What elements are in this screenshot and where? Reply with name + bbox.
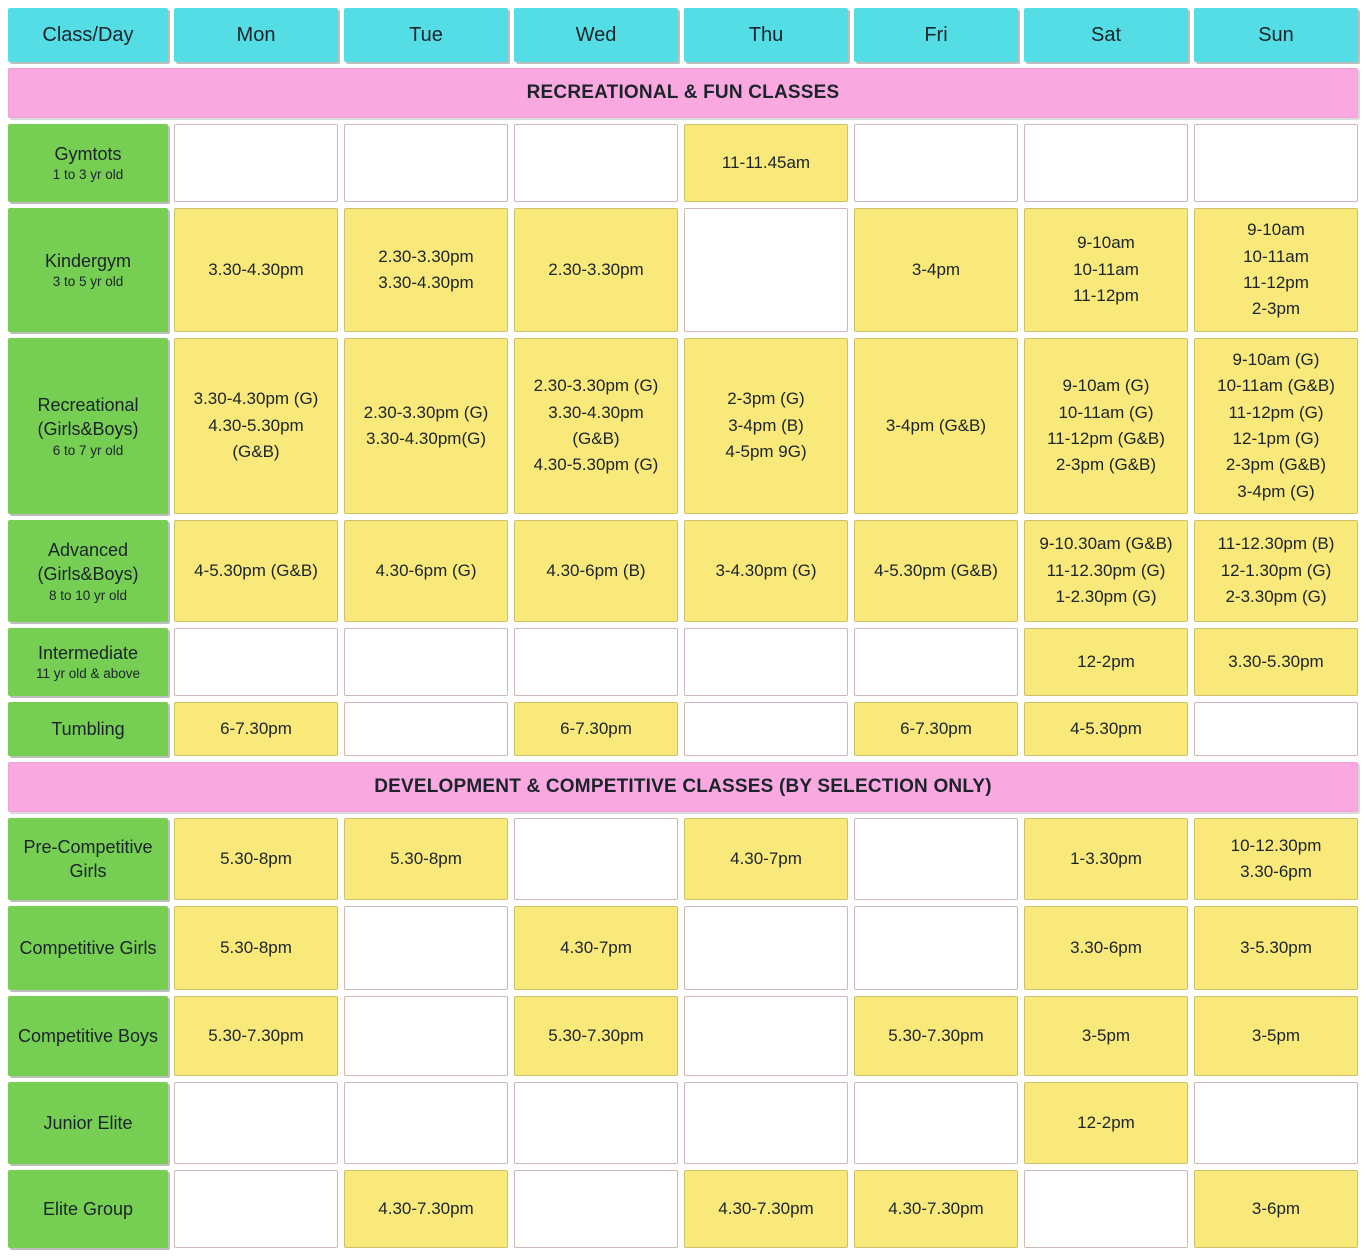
section-title: RECREATIONAL & FUN CLASSES [526, 82, 840, 103]
cell-recreational-girls-boys-sun [1194, 338, 1358, 514]
time-slot: 3-4pm (G) [1237, 481, 1315, 501]
cell-tumbling-thu [684, 702, 848, 756]
class-name: Intermediate [37, 643, 139, 664]
time-slot: 4.30-7.30pm [378, 1198, 474, 1218]
cell-advanced-girls-boys-fri [854, 520, 1018, 622]
class-age-range: 11 yr old & above [35, 666, 141, 682]
cell-elite-group-mon [174, 1170, 338, 1248]
cell-pre-competitive-girls-sun [1194, 818, 1358, 900]
time-slot: 3.30-4.30pm [378, 273, 474, 292]
time-slot: 3-4pm (B) [728, 415, 804, 435]
row-header-junior-elite [8, 1082, 168, 1164]
cell-competitive-girls-sun [1194, 906, 1358, 990]
time-slot: (G&B) [232, 442, 280, 462]
row-header-kindergym [8, 208, 168, 332]
row-header-gymtots [8, 124, 168, 202]
col-header-tue [344, 8, 508, 62]
time-slot: 11-12pm (G) [1228, 402, 1324, 422]
time-slot: 10-12.30pm [1230, 835, 1322, 855]
time-slot: 10-11am [1243, 246, 1309, 266]
cell-pre-competitive-girls-fri [854, 818, 1018, 900]
time-slot: 11-11.45am [721, 152, 811, 172]
row-header-competitive-boys [8, 996, 168, 1076]
cell-tumbling-wed [514, 702, 678, 756]
time-slot: 5.30-7.30pm [208, 1025, 304, 1045]
cell-gymtots-tue [344, 124, 508, 202]
time-slot: 9-10am (G) [1062, 376, 1150, 396]
time-slot: 9-10am [1077, 233, 1135, 253]
time-slot: 4.30-5.30pm (G) [533, 455, 659, 475]
cell-elite-group-tue [344, 1170, 508, 1248]
time-slot: 11-12.30pm (B) [1217, 534, 1335, 554]
time-slot: 11-12pm [1243, 273, 1309, 292]
cell-competitive-girls-wed [514, 906, 678, 990]
class-name: Recreational (Girls&Boys) [37, 394, 139, 440]
time-slot: 3-4pm (G&B) [885, 415, 987, 435]
time-slot: 4.30-5.30pm [208, 415, 304, 435]
cell-recreational-girls-boys-mon [174, 338, 338, 514]
cell-intermediate-sun [1194, 628, 1358, 696]
cell-gymtots-wed [514, 124, 678, 202]
cell-elite-group-sun [1194, 1170, 1358, 1248]
class-name: Junior Elite [43, 1112, 133, 1133]
time-slot: 3-4.30pm (G) [715, 560, 817, 580]
col-header-sat [1024, 8, 1188, 62]
time-slot: 4.30-6pm (B) [546, 560, 646, 580]
cell-intermediate-fri [854, 628, 1018, 696]
cell-intermediate-mon [174, 628, 338, 696]
time-slot: 3-5pm [1081, 1025, 1131, 1045]
time-slot: 3-5.30pm [1240, 937, 1312, 957]
cell-junior-elite-fri [854, 1082, 1018, 1164]
col-header-thu [684, 8, 848, 62]
class-age-range: 1 to 3 yr old [52, 167, 124, 183]
col-header-label: Tue [409, 23, 443, 46]
time-slot: 2-3pm (G&B) [1055, 455, 1157, 475]
cell-tumbling-sat [1024, 702, 1188, 756]
time-slot: 5.30-8pm [220, 937, 292, 957]
col-header-label: Sat [1090, 23, 1122, 46]
cell-competitive-boys-fri [854, 996, 1018, 1076]
time-slot: 5.30-8pm [220, 848, 292, 868]
cell-recreational-girls-boys-tue [344, 338, 508, 514]
cell-competitive-girls-fri [854, 906, 1018, 990]
cell-junior-elite-sun [1194, 1082, 1358, 1164]
cell-gymtots-sat [1024, 124, 1188, 202]
time-slot: 2.30-3.30pm (G) [363, 402, 489, 422]
time-slot: 11-12pm [1073, 286, 1139, 306]
cell-advanced-girls-boys-sun [1194, 520, 1358, 622]
col-header-label: Fri [924, 23, 948, 46]
cell-advanced-girls-boys-wed [514, 520, 678, 622]
cell-competitive-boys-mon [174, 996, 338, 1076]
time-slot: 9-10am (G) [1232, 349, 1320, 369]
cell-competitive-boys-wed [514, 996, 678, 1076]
time-slot: 4-5.30pm [1070, 718, 1142, 738]
time-slot: 3.30-6pm [1240, 862, 1312, 881]
class-name: Gymtots [54, 144, 122, 165]
cell-tumbling-fri [854, 702, 1018, 756]
row-header-elite-group [8, 1170, 168, 1248]
class-name: Pre-Competitive Girls [23, 836, 153, 881]
cell-kindergym-thu [684, 208, 848, 332]
cell-elite-group-fri [854, 1170, 1018, 1248]
time-slot: 4.30-7.30pm [718, 1198, 814, 1218]
cell-recreational-girls-boys-wed [514, 338, 678, 514]
cell-pre-competitive-girls-thu [684, 818, 848, 900]
cell-advanced-girls-boys-sat [1024, 520, 1188, 622]
cell-pre-competitive-girls-mon [174, 818, 338, 900]
time-slot: 5.30-8pm [390, 848, 462, 868]
cell-kindergym-tue [344, 208, 508, 332]
time-slot: 4.30-7pm [560, 937, 632, 957]
time-slot: 2-3pm (G) [727, 389, 805, 409]
cell-elite-group-wed [514, 1170, 678, 1248]
cell-elite-group-sat [1024, 1170, 1188, 1248]
cell-gymtots-mon [174, 124, 338, 202]
time-slot: 3.30-4.30pm [208, 259, 304, 279]
time-slot: 3.30-5.30pm [1228, 651, 1324, 671]
time-slot: 11-12.30pm (G) [1046, 560, 1166, 580]
time-slot: 6-7.30pm [220, 718, 292, 738]
cell-intermediate-wed [514, 628, 678, 696]
cell-competitive-girls-thu [684, 906, 848, 990]
time-slot: 9-10.30am (G&B) [1039, 534, 1173, 554]
cell-gymtots-fri [854, 124, 1018, 202]
time-slot: 2-3pm (G&B) [1225, 455, 1327, 475]
time-slot: 4.30-7.30pm [888, 1198, 984, 1218]
class-name: Advanced (Girls&Boys) [37, 539, 139, 585]
col-header-label: Sun [1258, 23, 1294, 46]
time-slot: 1-3.30pm [1070, 848, 1142, 868]
time-slot: 2.30-3.30pm [548, 259, 644, 279]
class-name: Elite Group [42, 1198, 134, 1219]
class-name: Competitive Girls [19, 937, 157, 958]
cell-competitive-girls-tue [344, 906, 508, 990]
cell-junior-elite-sat [1024, 1082, 1188, 1164]
cell-tumbling-sun [1194, 702, 1358, 756]
section-header-recreational-fun-classes [8, 68, 1358, 118]
cell-kindergym-sat [1024, 208, 1188, 332]
cell-recreational-girls-boys-thu [684, 338, 848, 514]
cell-gymtots-sun [1194, 124, 1358, 202]
class-name: Tumbling [51, 718, 125, 739]
class-name: Kindergym [44, 251, 132, 272]
time-slot: 4-5.30pm (G&B) [874, 560, 998, 580]
time-slot: 6-7.30pm [560, 718, 632, 738]
row-header-tumbling [8, 702, 168, 756]
time-slot: 4-5.30pm (G&B) [194, 560, 318, 580]
cell-intermediate-thu [684, 628, 848, 696]
cell-advanced-girls-boys-mon [174, 520, 338, 622]
col-header-label: Wed [575, 23, 617, 46]
cell-competitive-boys-tue [344, 996, 508, 1076]
time-slot: 6-7.30pm [900, 718, 972, 738]
class-name: Competitive Boys [17, 1025, 159, 1046]
cell-pre-competitive-girls-wed [514, 818, 678, 900]
time-slot: (G&B) [572, 429, 620, 448]
cell-pre-competitive-girls-tue [344, 818, 508, 900]
time-slot: 3-5pm [1251, 1025, 1301, 1045]
time-slot: 10-11am (G&B) [1217, 376, 1335, 396]
row-header-pre-competitive-girls [8, 818, 168, 900]
time-slot: 12-1.30pm (G) [1220, 560, 1332, 580]
cell-competitive-boys-sun [1194, 996, 1358, 1076]
cell-tumbling-mon [174, 702, 338, 756]
cell-recreational-girls-boys-sat [1024, 338, 1188, 514]
cell-intermediate-sat [1024, 628, 1188, 696]
time-slot: 3-4pm [911, 259, 961, 279]
cell-tumbling-tue [344, 702, 508, 756]
cell-advanced-girls-boys-thu [684, 520, 848, 622]
cell-junior-elite-tue [344, 1082, 508, 1164]
class-age-range: 8 to 10 yr old [48, 587, 128, 603]
col-header-fri [854, 8, 1018, 62]
cell-competitive-boys-thu [684, 996, 848, 1076]
time-slot: 10-11am [1073, 259, 1139, 279]
col-header-label: Mon [236, 23, 276, 46]
cell-kindergym-mon [174, 208, 338, 332]
cell-kindergym-sun [1194, 208, 1358, 332]
time-slot: 2-3.30pm (G) [1225, 587, 1327, 607]
time-slot: 2-3pm [1251, 299, 1301, 319]
time-slot: 12-2pm [1077, 651, 1135, 671]
col-header-mon [174, 8, 338, 62]
cell-recreational-girls-boys-fri [854, 338, 1018, 514]
row-header-intermediate [8, 628, 168, 696]
row-header-recreational-girls-boys [8, 338, 168, 514]
section-header-development-competitive-classe [8, 762, 1358, 812]
cell-gymtots-thu [684, 124, 848, 202]
col-header-label: Class/Day [42, 23, 134, 46]
time-slot: 1-2.30pm (G) [1055, 587, 1157, 607]
cell-kindergym-fri [854, 208, 1018, 332]
class-age-range: 6 to 7 yr old [52, 442, 124, 458]
time-slot: 3.30-6pm [1070, 937, 1142, 957]
time-slot: 3-6pm [1251, 1198, 1301, 1218]
time-slot: 10-11am (G) [1058, 402, 1154, 422]
section-title: DEVELOPMENT & COMPETITIVE CLASSES (BY SELECTION ONLY) [374, 776, 992, 797]
time-slot: 5.30-7.30pm [548, 1025, 644, 1045]
col-header-sun [1194, 8, 1358, 62]
time-slot: 4.30-7pm [730, 848, 802, 868]
cell-kindergym-wed [514, 208, 678, 332]
time-slot: 11-12pm (G&B) [1047, 429, 1165, 448]
time-slot: 12-1pm (G) [1232, 429, 1320, 448]
row-header-advanced-girls-boys [8, 520, 168, 622]
cell-competitive-boys-sat [1024, 996, 1188, 1076]
time-slot: 4.30-6pm (G) [375, 560, 477, 580]
cell-pre-competitive-girls-sat [1024, 818, 1188, 900]
cell-competitive-girls-mon [174, 906, 338, 990]
time-slot: 2.30-3.30pm (G) [533, 376, 659, 396]
time-slot: 9-10am [1247, 220, 1305, 240]
time-slot: 4-5pm 9G) [725, 442, 807, 462]
row-header-competitive-girls [8, 906, 168, 990]
cell-advanced-girls-boys-tue [344, 520, 508, 622]
cell-intermediate-tue [344, 628, 508, 696]
col-header-class-day [8, 8, 168, 62]
time-slot: 3.30-4.30pm (G) [193, 389, 319, 409]
cell-elite-group-thu [684, 1170, 848, 1248]
col-header-wed [514, 8, 678, 62]
time-slot: 3.30-4.30pm(G) [366, 429, 486, 448]
cell-junior-elite-mon [174, 1082, 338, 1164]
cell-junior-elite-wed [514, 1082, 678, 1164]
cell-junior-elite-thu [684, 1082, 848, 1164]
col-header-label: Thu [748, 23, 784, 46]
cell-competitive-girls-sat [1024, 906, 1188, 990]
time-slot: 5.30-7.30pm [888, 1025, 984, 1045]
time-slot: 12-2pm [1077, 1112, 1135, 1132]
class-age-range: 3 to 5 yr old [52, 274, 124, 290]
time-slot: 3.30-4.30pm [548, 402, 644, 422]
time-slot: 2.30-3.30pm [378, 246, 474, 266]
